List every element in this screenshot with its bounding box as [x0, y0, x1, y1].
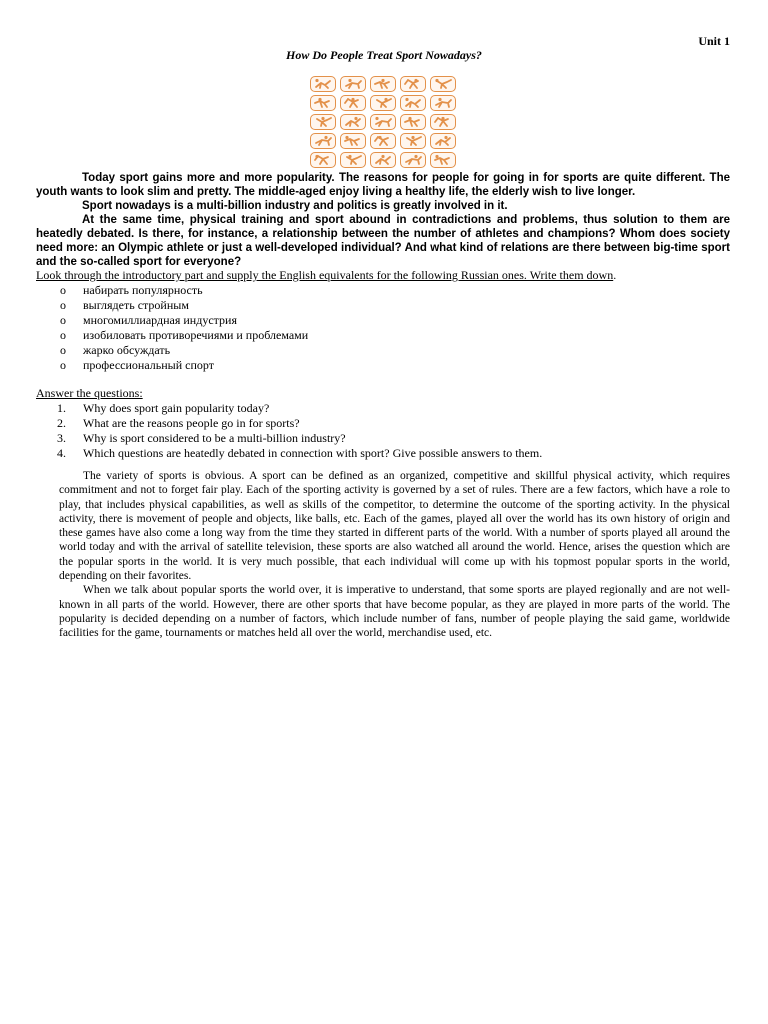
bullet-icon: o: [60, 358, 66, 372]
list-item: [36, 328, 730, 343]
question-text: What are the reasons people go in for sports?: [83, 416, 300, 430]
sport-pictogram-icon: [370, 152, 396, 168]
sport-pictogram-icon: [340, 76, 366, 92]
sport-pictogram-icon: [340, 133, 366, 149]
sport-pictogram-icon: [400, 133, 426, 149]
question-text: Why does sport gain popularity today?: [83, 401, 270, 415]
question-number: 1.: [57, 401, 66, 415]
question-text: Which questions are heatedly debated in connection with sport? Give possible answers to them.: [83, 446, 543, 460]
questions-task: [36, 386, 730, 461]
questions-list: [36, 401, 730, 461]
list-item-text: профессиональный спорт: [83, 358, 214, 372]
body-paragraph: The variety of sports is obvious. A sport can be defined as an organized, competitive and skillful physical activity, which requires commitment and not to forget fair play. Each of the sporting activity is governed by a set of rules. There are a few factors, which have a role to play, that includes physical capabilities, as well as skills of the competitor, to determine the outcome of the sporting activity. In the physical activity, there is movement of people and objects, like balls, etc. Each of the games, played all over the world has its own history of origin and these games have also come a long way from the time they started in different parts of the world. With a number of sports played all around the world today and with the arrival of satellite television, these sports are also watched all around the world. Hence, arises the question which are the popular sports in the world. It is very much possible, that each individual will come up with his topmost popular sports in the world, depending on their favorites.: [59, 470, 730, 583]
sport-pictogram-icon: [430, 95, 456, 111]
list-item: [36, 298, 730, 313]
bullet-icon: o: [60, 328, 66, 342]
bullet-icon: o: [60, 343, 66, 357]
reading-text: [59, 469, 730, 641]
list-item-text: набирать популярность: [83, 283, 203, 297]
sport-pictogram-icon: [400, 152, 426, 168]
sport-pictogram-icon: [370, 133, 396, 149]
bullet-icon: o: [60, 313, 66, 327]
body-paragraph: When we talk about popular sports the world over, it is imperative to understand, that some sports are played regionally and are not well-known in all parts of the world. However, there are other sports that have become popular, as they are played in more parts of the world. The popularity is decided depending on a number of factors, which include number of fans, number of people playing the said game, worldwide facilities for the game, tournaments or matches held all over the world, merchandise used, etc.: [59, 584, 730, 640]
unit-label: Unit 1: [698, 34, 730, 48]
page-title: How Do People Treat Sport Nowadays?: [286, 48, 482, 62]
question-number: 2.: [57, 416, 66, 430]
bullet-icon: o: [60, 298, 66, 312]
list-item: [36, 446, 730, 461]
list-item: [36, 343, 730, 358]
questions-instruction: Answer the questions:: [36, 386, 143, 400]
list-item: [36, 431, 730, 446]
list-item-text: изобиловать противоречиями и проблемами: [83, 328, 309, 342]
vocabulary-instruction: Look through the introductory part and supply the English equivalents for the following Russian ones. Write them down.: [36, 268, 617, 282]
question-number: 3.: [57, 431, 66, 445]
sport-pictogram-icon: [400, 114, 426, 130]
sport-pictogram-icon: [370, 95, 396, 111]
sport-pictogram-icon: [340, 95, 366, 111]
sport-pictogram-icon: [430, 133, 456, 149]
sport-pictogram-icon: [370, 114, 396, 130]
sport-pictogram-icon: [430, 152, 456, 168]
list-item-text: многомиллиардная индустрия: [83, 313, 237, 327]
intro-paragraph: At the same time, physical training and sport abound in contradictions and problems, thus solution to them are heatedly debated. Is there, for instance, a relationship between the number of athletes and champions? Whom does society need more: an Olympic athlete or just a well-developed individual? And what kind of relations are there between big-time sport and the so-called sport for everyone?: [36, 214, 730, 268]
question-text: Why is sport considered to be a multi-billion industry?: [83, 431, 346, 445]
list-item: [36, 313, 730, 328]
list-item-text: жарко обсуждать: [83, 343, 171, 357]
sport-pictogram-icon: [430, 76, 456, 92]
list-item: [36, 358, 730, 373]
intro-paragraph: Sport nowadays is a multi-billion industry and politics is greatly involved in it.: [82, 200, 508, 212]
list-item-text: выглядеть стройным: [83, 298, 189, 312]
sport-pictogram-icon: [310, 95, 336, 111]
sport-pictogram-icon: [400, 95, 426, 111]
list-item: [36, 401, 730, 416]
vocabulary-instruction-text: Look through the introductory part and supply the English equivalents for the following Russian ones. Write them down: [36, 268, 614, 282]
vocabulary-task: [36, 268, 730, 373]
sport-pictogram-icon: [370, 76, 396, 92]
sport-pictogram-icon: [310, 152, 336, 168]
sport-pictogram-icon: [310, 114, 336, 130]
sport-pictogram-icon: [340, 114, 366, 130]
sport-pictogram-icon: [310, 76, 336, 92]
bullet-icon: o: [60, 283, 66, 297]
sport-pictogram-icon: [310, 133, 336, 149]
vocabulary-list: [36, 283, 730, 373]
intro-paragraph: Today sport gains more and more popularity. The reasons for people for going in for sports are quite different. The youth wants to look slim and pretty. The middle-aged enjoy living a healthy life, the elderly wish to live longer.: [36, 172, 730, 198]
intro-section: [36, 171, 730, 269]
list-item: [36, 283, 730, 298]
list-item: [36, 416, 730, 431]
question-number: 4.: [57, 446, 66, 460]
sport-pictogram-icon: [340, 152, 366, 168]
sport-pictogram-icon: [400, 76, 426, 92]
sport-pictogram-grid: [310, 76, 460, 172]
sport-pictogram-icon: [430, 114, 456, 130]
